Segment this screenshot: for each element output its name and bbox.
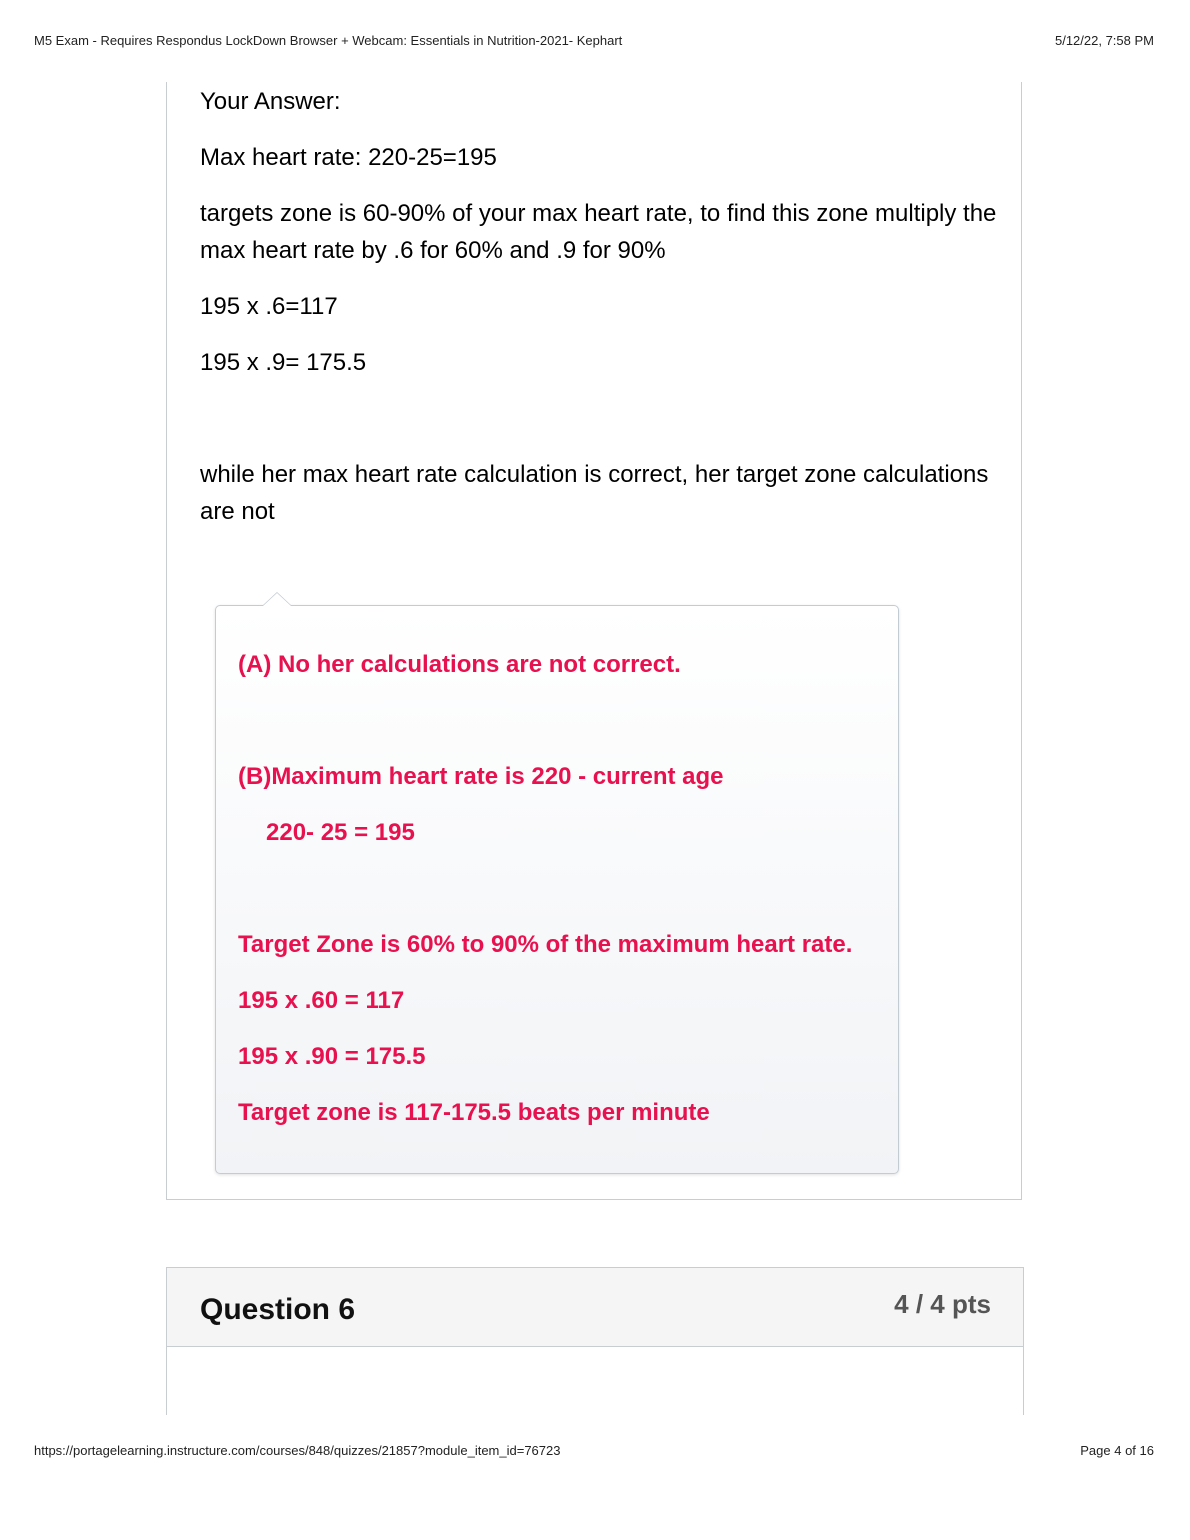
comment-line-calc-90: 195 x .90 = 175.5: [238, 1043, 426, 1070]
answer-line-max-heart-rate: Max heart rate: 220-25=195: [200, 144, 497, 171]
comment-line-b: (B)Maximum heart rate is 220 - current age: [238, 763, 724, 790]
question-header: [166, 1267, 1024, 1347]
question-body: [166, 1347, 1024, 1415]
answer-line-calc-90: 195 x .9= 175.5: [200, 349, 367, 376]
comment-line-target-zone: Target Zone is 60% to 90% of the maximum heart rate.: [238, 931, 853, 958]
answer-line-target-zone: targets zone is 60-90% of your max heart rate, to find this zone multiply the max heart rate by .6 for 60% and .9 for 90%: [200, 200, 997, 264]
comment-caret: [262, 592, 292, 606]
instructor-comment-box: [215, 605, 899, 1174]
print-footer-page: Page 4 of 16: [1080, 1443, 1154, 1458]
answer-panel: [166, 82, 1022, 1200]
print-header: [34, 33, 1154, 48]
question-points: 4 / 4 pts: [894, 1289, 991, 1319]
print-header-datetime: 5/12/22, 7:58 PM: [1054, 33, 1154, 48]
comment-line-max-calc: 220- 25 = 195: [266, 819, 415, 846]
question-title: Question 6: [200, 1293, 356, 1326]
comment-line-calc-60: 195 x .60 = 117: [238, 987, 405, 1014]
print-footer-url: https://portagelearning.instructure.com/courses/848/quizzes/21857?module_item_id=76723: [34, 1443, 561, 1458]
print-footer: [34, 1443, 1154, 1458]
comment-line-result: Target zone is 117-175.5 beats per minute: [238, 1099, 710, 1126]
comment-line-a: (A) No her calculations are not correct.: [238, 651, 681, 678]
print-header-title: M5 Exam - Requires Respondus LockDown Browser + Webcam: Essentials in Nutrition-2021- Kephart: [34, 33, 623, 48]
answer-line-conclusion: while her max heart rate calculation is correct, her target zone calculations are not: [200, 461, 989, 525]
answer-line-calc-60: 195 x .6=117: [200, 293, 338, 320]
answer-label: Your Answer:: [200, 88, 341, 115]
